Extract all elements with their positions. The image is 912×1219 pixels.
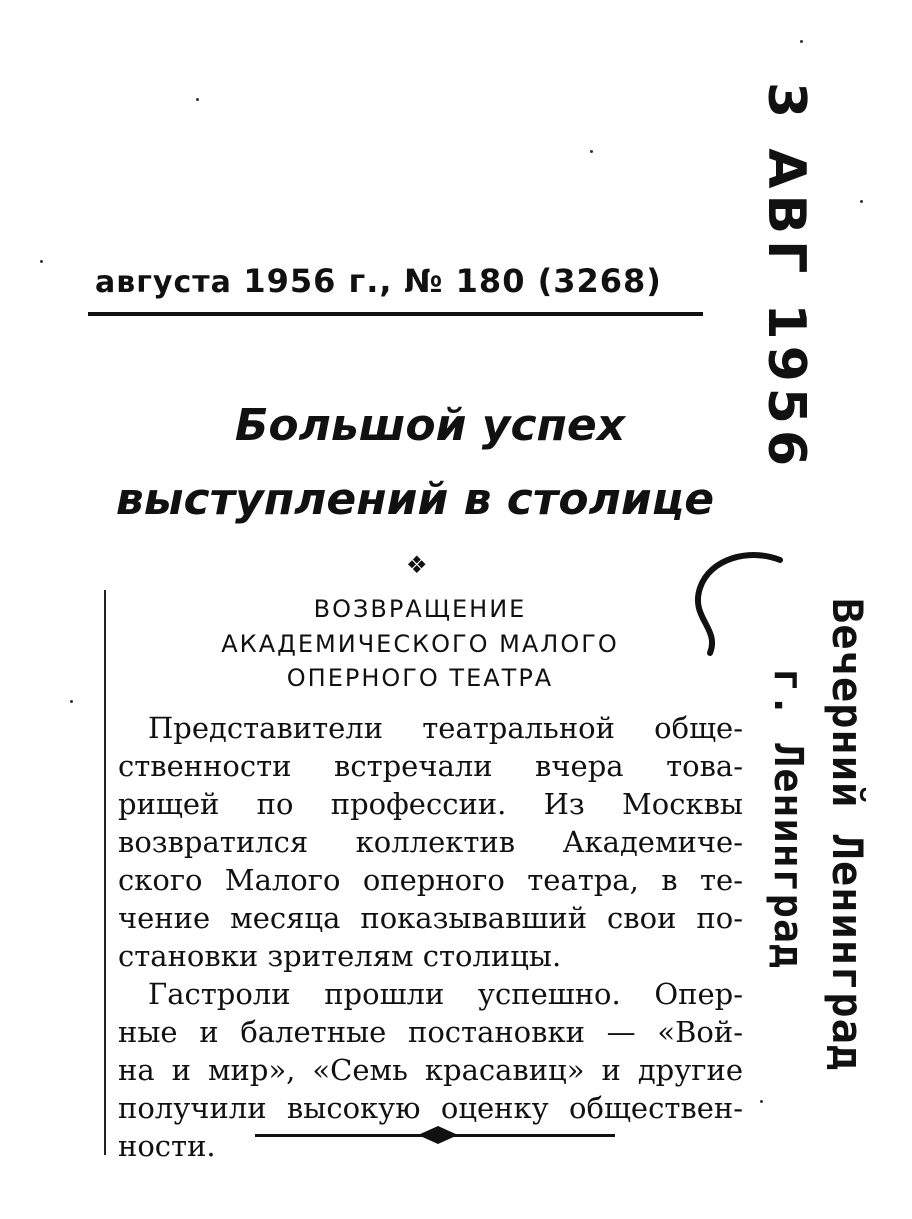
headline-line-2: выступлений в столице	[115, 474, 715, 525]
paper-speck	[196, 98, 199, 101]
city-stamp: г. Ленинград	[765, 668, 811, 969]
body-line: на и мир», «Семь красавиц» и другие	[118, 1053, 743, 1087]
body-line: чение месяца показывавший свои по-	[118, 901, 743, 935]
paper-speck	[70, 700, 73, 703]
top-rule	[88, 312, 703, 316]
dateline-issue: № 180 (3268)	[404, 262, 662, 300]
subheading-line-1: ВОЗВРАЩЕНИЕ	[313, 595, 527, 623]
paper-speck	[590, 150, 593, 153]
body-line: возвратился коллектив Академиче-	[118, 825, 743, 859]
dateline-year: 1956 г.,	[243, 262, 393, 300]
paper-speck	[860, 200, 863, 203]
date-stamp: 3 АВГ 1956	[756, 82, 816, 473]
body-line: Представители театральной обще-	[148, 711, 743, 745]
subheading-line-3: ОПЕРНОГО ТЕАТРА	[286, 664, 554, 692]
body-line: становки зрителям столицы.	[118, 939, 562, 973]
dateline-month: августа	[95, 265, 232, 300]
body-line: Гастроли прошли успешно. Опер-	[148, 977, 743, 1011]
body-line: получили высокую оценку обществен-	[118, 1091, 743, 1125]
body-line: рищей по профессии. Из Москвы	[118, 787, 743, 821]
paper-speck	[800, 40, 803, 43]
body-line: ственности встречали вчера това-	[118, 749, 743, 783]
ornament-icon: ❖	[406, 551, 428, 579]
body-line: ные и балетные постановки — «Вой-	[118, 1015, 743, 1049]
body-line: ского Малого оперного театра, в те-	[118, 863, 743, 897]
paper-speck	[40, 260, 43, 263]
subheading-line-2: АКАДЕМИЧЕСКОГО МАЛОГО	[221, 630, 619, 658]
dateline	[95, 262, 662, 300]
newspaper-stamp: Вечерний Ленинград	[823, 598, 872, 1072]
headline-line-1: Большой успех	[234, 400, 626, 451]
body-line: ности.	[118, 1129, 216, 1163]
paper-speck	[760, 1100, 763, 1103]
handwritten-mark-icon	[670, 548, 790, 658]
column-rule	[104, 590, 106, 1155]
